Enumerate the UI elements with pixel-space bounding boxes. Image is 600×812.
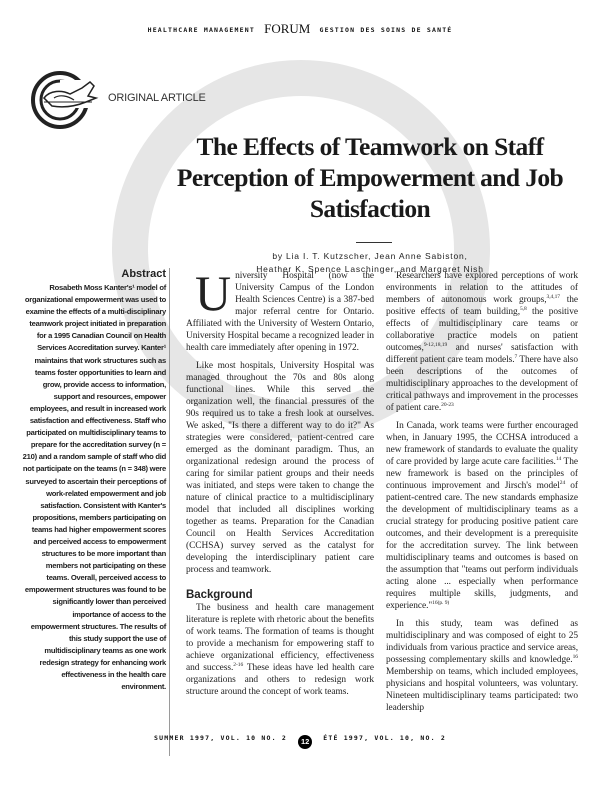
- paragraph: University Hospital (now the University Campus of the London Health Sciences Centre) is a 387-bed major referral centre for Ontario. Affiliated with the University of Western Ontario, University Hospital became a recognized leader in health care immediately after opening in 1972.: [186, 265, 374, 353]
- paragraph: Researchers have explored perceptions of work environments in relation to the attitudes of members of autonomous work groups,$^{3,4,17}$ the positive effects of team building,$^{5,8}$ the positive effects of multidisciplinary care teams or collaborative practice models on patient outcomes,$^{9-12,18,19}$ and nurses' satisfaction with different patient care team models.$^7$ There have also been descriptions of the outcomes of multidisciplinary approaches to the development of critical pathways and improvement in the processes of patient care.$^{20-23}$: [386, 271, 578, 413]
- abstract-text: Rosabeth Moss Kanter's¹ model of organizational empowerment was used to examine the effects of a multi-disciplinary teamwork project initiated in preparation for a 1995 Canadian Council on Health Services Accreditation survey. Kanter¹ maintains that work structures such as teams foster opportunities to learn and grow, provide access to information, support and resources, empower employees, and result in increased work satisfaction and effectiveness. Staff who participated on multidisciplinary teams to prepare for the accreditation survey (n = 210) and a random sample of staff who did not participate on the teams (n = 348) were surveyed to ascertain their perceptions of work-related empowerment and job satisfaction. Consistent with Kanter's propositions, members participating on teams had higher empowerment scores and perceived access to empowerment structures to be more important than members not participating on these teams. Overall, perceived access to empowerment structures was found to be significantly lower than perceived importance of access to the empowerment structures. The results of this study support the use of multidisciplinary teams as one work redesign strategy for enhancing work effectiveness in the health care environment.: [22, 283, 166, 692]
- page-number-badge: 12: [298, 735, 312, 749]
- title-divider: [356, 242, 392, 243]
- paragraph: In Canada, work teams were further encouraged when, in January 1995, the CCHSA introduced a new framework of standards to evaluate the quality of care provided by large acute care facilities.$^{14}$ The new framework is based on the principles of continuous improvement and Jirsch's model$^{24}$ of patient-centred care. The new standards emphasize the development of multidisciplinary teams as a crucial strategy for producing positive patient care outcomes, and their development is a prerequisite for the accreditation survey. The link between multidisciplinary teams and outcomes is based on the assumption that "teams out perform individuals acting alone ... especially when performance requires multiple skills, judgments, and experience."$^{16(p. 9)}$: [386, 421, 578, 611]
- abstract: [22, 268, 166, 693]
- page-footer: [0, 734, 600, 749]
- byline-line-2: Heather K. Spence Laschinger, and Margaret Nish: [256, 264, 484, 274]
- section-label: ORIGINAL ARTICLE: [108, 92, 206, 104]
- circled-bird-logo-icon: [30, 68, 102, 130]
- byline-line-1: by Lia I. T. Kutzscher, Jean Anne Sabiston,: [272, 251, 468, 261]
- paragraph: Like most hospitals, University Hospital was managed throughout the 70s and 80s along functional lines. While this served the organization well, the financial pressures of the 90s required us to take a fresh look at ourselves. We asked, "Is there a different way to do it?" As strategies were considered, patient-centred care emerged as the dominant paradigm. Thus, an organizational redesign around the process of caring for similar patient groups and their needs was initiated, and steps were taken to change the nature of clinical practice to a multidisciplinary model that included all disciplines working together as teams. Preparation for the Canadian Council on Health Services Accreditation (CCHSA) survey served as the catalyst for developing the interdisciplinary patient care process and teamwork.: [186, 361, 374, 575]
- running-head-right: GESTION DES SOINS DE SANTÉ: [319, 26, 453, 34]
- running-head: [0, 21, 600, 37]
- drop-cap: U: [195, 265, 232, 321]
- body-column-2: [386, 270, 578, 720]
- body-column-1: [186, 265, 374, 704]
- abstract-divider: [169, 268, 170, 756]
- footer-left: SUMMER 1997, VOL. 10 NO. 2: [154, 734, 287, 742]
- section-heading-background: Background: [186, 589, 253, 601]
- abstract-heading: Abstract: [121, 268, 166, 280]
- paragraph: The business and health care management literature is replete with rhetoric about the benefits of work teams. The formation of teams is thought to provide a mechanism for empowering staff to achieve organizational efficiency, effectiveness and success.$^{2-16}$ These ideas have led health care organizations and others to redesign work structure around the concept of work teams.: [186, 603, 374, 697]
- footer-right: ÉTÉ 1997, VOL. 10, NO. 2: [323, 734, 446, 742]
- running-head-left: HEALTHCARE MANAGEMENT: [147, 26, 255, 34]
- running-head-forum: FORUM: [264, 21, 311, 36]
- paragraph: In this study, team was defined as multidisciplinary and was composed of eight to 25 individuals from various practice and service areas, possessing complementary skills and knowledge.$^{16}$ Membership on teams, which included employees, physicians and hospital volunteers, was voluntary. Nineteen multidisciplinary teams participated: two leadership: [386, 619, 578, 713]
- article-title: The Effects of Teamwork on Staff Perception of Empowerment and Job Satisfaction: [176, 132, 564, 223]
